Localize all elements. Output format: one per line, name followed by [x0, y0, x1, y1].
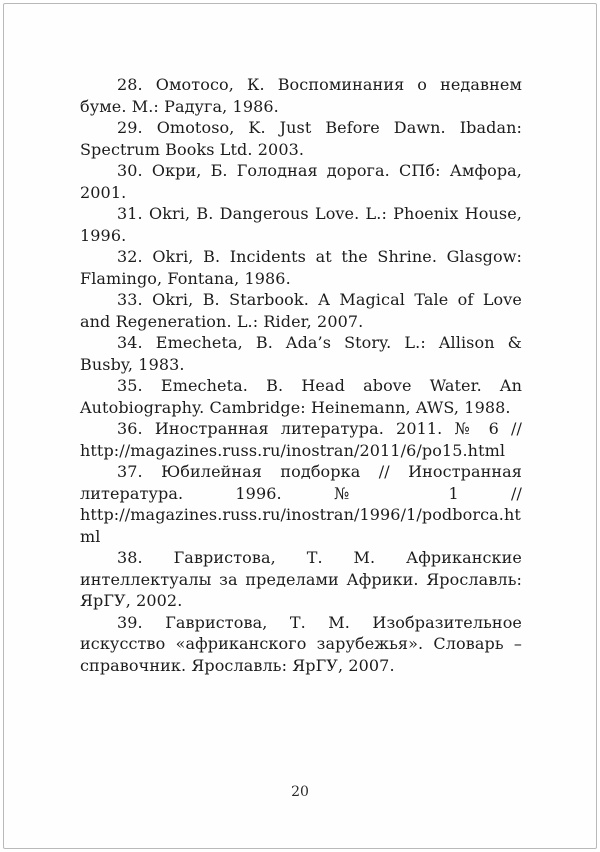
- reference-entry: 35. Emecheta. B. Head above Water. An Autobiography. Cambridge: Heinemann, AWS, 1988.: [80, 376, 522, 417]
- reference-entry: 34. Emecheta, B. Ada’s Story. L.: Allison & Busby, 1983.: [80, 333, 522, 374]
- page-number: 20: [291, 784, 309, 800]
- reference-entry: 32. Okri, B. Incidents at the Shrine. Glasgow: Flamingo, Fontana, 1986.: [80, 247, 522, 288]
- reference-entry: 37. Юбилейная подборка // Иностранная литература. 1996. № 1 // http://magazines.russ.ru/inostran/1996/1/podborca.html: [80, 462, 522, 546]
- reference-entry: 28. Омотосо, К. Воспоминания о недавнем буме. М.: Радуга, 1986.: [80, 75, 522, 116]
- reference-entry: 39. Гавристова, Т. М. Изобразительное искусство «африканского зарубежья». Словарь – справочник. Ярославль: ЯрГУ, 2007.: [80, 612, 522, 675]
- reference-entry: 30. Окри, Б. Голодная дорога. СПб: Амфора, 2001.: [80, 161, 522, 202]
- reference-entry: 33. Okri, B. Starbook. A Magical Tale of Love and Regeneration. L.: Rider, 2007.: [80, 290, 522, 331]
- reference-entry: 36. Иностранная литература. 2011. № 6 // http://magazines.russ.ru/inostran/2011/6/po15.html: [80, 419, 522, 460]
- reference-list: [80, 74, 522, 676]
- reference-entry: 38. Гавристова, Т. М. Африканские интеллектуалы за пределами Африки. Ярославль: ЯрГУ, 2002.: [80, 548, 522, 610]
- reference-entry: 29. Omotoso, K. Just Before Dawn. Ibadan: Spectrum Books Ltd. 2003.: [80, 118, 522, 159]
- reference-entry: 31. Okri, B. Dangerous Love. L.: Phoenix House, 1996.: [80, 204, 522, 245]
